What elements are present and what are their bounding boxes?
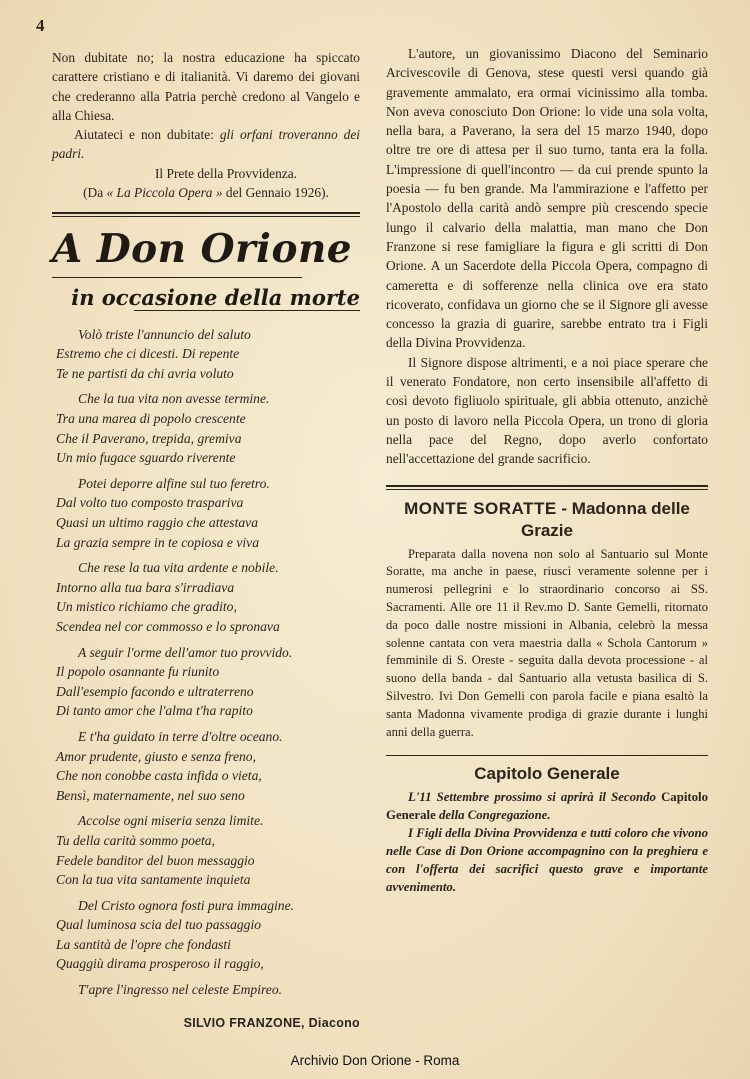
poem-line: Potei deporre alfine sul tuo feretro.: [78, 475, 270, 491]
poem-line: E t'ha guidato in terre d'oltre oceano.: [78, 728, 283, 744]
left-column: [52, 48, 360, 1033]
poem-stanza: [56, 980, 360, 1000]
section-divider: [386, 485, 708, 490]
source-title: « La Piccola Opera »: [106, 185, 223, 201]
archive-footer: Archivio Don Orione - Roma: [290, 1053, 460, 1068]
title-underline: [52, 277, 302, 278]
poem-stanza: [56, 643, 360, 721]
poem-line: Quaggiù dirama prosperoso il raggio,: [56, 956, 264, 972]
capitolo-p1-c: della Congregazione.: [435, 807, 551, 822]
author-note-paragraph-2: Il Signore dispose altrimenti, e a noi piace sperare che il venerato Fondatore, non certo insensibile all'affetto di così devoto figliuolo spirituale, gli abbia ottenuto, anzichè un posto di lavoro nella Piccola Opera, un trono di gloria nella pace del Regno, dopo averlo confortato nell'accettazione del grande sacrificio.: [386, 354, 708, 467]
poem-line: A seguir l'orme dell'amor tuo provvido.: [78, 644, 293, 660]
poem-line: Che il Paverano, trepida, gremiva: [56, 430, 242, 446]
aiutateci-italic: gli orfani troveranno dei padri.: [52, 127, 360, 162]
source-line: [52, 183, 360, 202]
poem-line: Del Cristo ognora fosti pura immagine.: [78, 897, 294, 913]
poem-line: La grazia sempre in te copiosa e viva: [56, 534, 259, 550]
page-number: 4: [36, 16, 45, 35]
poem-stanza: [56, 558, 360, 636]
right-column: [386, 44, 708, 896]
poem-line: Quasi un ultimo raggio che attestava: [56, 515, 259, 531]
poem-stanza: [56, 811, 360, 889]
poem-line: Dall'esempio facondo e ultraterreno: [56, 683, 254, 699]
poem-line: Un mistico richiamo che gradito,: [56, 599, 237, 615]
poem-line: Bensì, maternamente, nel suo seno: [56, 787, 245, 803]
poem-line: Un mio fugace sguardo riverente: [56, 450, 236, 466]
poem-line: Intorno alla tua bara s'irradiava: [56, 579, 235, 595]
soratte-text: Preparata dalla novena non solo al Santuario sul Monte Soratte, ma anche in paese, riuscì veramente solenne per i numerosi pellegrini e lo straordinario concorso ai SS. Sacramenti. Alle ore 11 il Rev.mo D. Sante Gemelli, ritornato da poco dalle nostre missioni in Albania, celebrò la messa solenne cantata con vera maestria dalla « Schola Cantorum » femminile di S. Oreste - seguita dalla devota processione - al suono della banda - dal Santuario alla vetusta basilica di S. Silvestro. Ivi Don Gemelli con parola facile e piana esaltò la santa Madonna vivamente prodiga di grazie durante i lunghi anni della guerra.: [386, 546, 708, 739]
poem-stanza: [56, 474, 360, 552]
section-divider: [386, 755, 708, 756]
poem-stanza: [56, 896, 360, 974]
capitolo-paragraph-2: I Figli della Divina Provvidenza e tutti coloro che vivono nelle Case di Don Orione accompagnino con la preghiera e con l'offerta dei sacrifici questo grave e importante avvenimento.: [386, 825, 708, 894]
poem-line: Il popolo osannante fu riunito: [56, 664, 220, 680]
poem-line: Che la tua vita non avesse termine.: [78, 391, 270, 407]
capitolo-p1-a: L'11 Settembre prossimo si aprirà il Secondo: [408, 789, 662, 804]
poem-line: Di tanto amor che l'alma t'ha rapito: [56, 703, 253, 719]
poem-line: Tu della carità sommo poeta,: [56, 832, 215, 848]
poem-line: Qual luminosa scia del tuo passaggio: [56, 917, 262, 933]
source-prefix: (Da: [83, 185, 107, 201]
poem-line: Accolse ogni miseria senza limite.: [78, 813, 264, 829]
poem-line: Amor prudente, giusto e senza freno,: [56, 748, 256, 764]
soratte-title-caps: MONTE SORATTE: [404, 498, 557, 518]
poem-stanza: [56, 325, 360, 384]
poem-line: Che rese la tua vita ardente e nobile.: [78, 560, 279, 576]
intro-paragraph: Non dubitate no; la nostra educazione ha spiccato carattere cristiano e di italianità. Vi daremo dei giovani che crederanno alla Patria perchè credono al Vangelo e alla Chiesa.: [52, 50, 360, 123]
poem-line: La santità de l'opre che fondasti: [56, 936, 231, 952]
poem-line: Scendea nel cor commosso e lo spronava: [56, 618, 280, 634]
soratte-title-rest: - Madonna delle Grazie: [521, 498, 690, 540]
poem-stanza: [56, 727, 360, 805]
capitolo-title: Capitolo Generale: [474, 764, 620, 784]
poem-line: Volò triste l'annuncio del saluto: [78, 326, 251, 342]
poem-line: Estremo che ci dicesti. Di repente: [56, 346, 240, 362]
capitolo-p1-b: Capitolo Generale: [386, 789, 708, 822]
capitolo-paragraph-1: [386, 788, 708, 824]
poem-author: SILVIO FRANZONE, Diacono: [183, 1015, 360, 1030]
poem-line: Che non conobbe casta infida o vieta,: [56, 768, 262, 784]
author-note-paragraph-1: L'autore, un giovanissimo Diacono del Seminario Arcivescovile di Genova, stese questi versi quando già gravemente ammalato, era ormai vicinissimo alla tomba. Non aveva conosciuto Don Orione: lo vide una sola volta, nella bara, a Paverano, la sera del 15 marzo 1940, dopo oltre tre ore di attesa per il suo turno, tanta era la folla. L'impressione di quell'incontro — da cui prende spunto la poesia — fu ben grande. Ma l'ammirazione e l'affetto per l'Apostolo della carità andò sempre più crescendo specie lungo il calvario della malattia, man mano che Don Franzone si rese famigliare la figura e gli scritti di Don Orione. A un Sacerdote della Piccola Opera, compagno di cameretta e di sofferenze nella clinica ove era stato ricoverato, confidava un giorno che se il Signore gli avesse concesso la grazia di guarire, sarebbe entrato tra i Figli della Divina Provvidenza.: [386, 46, 708, 351]
poem-subtitle: in occasione della morte: [71, 285, 360, 311]
poem-stanza: [56, 389, 360, 467]
poem-line: T'apre l'ingresso nel celeste Empireo.: [78, 982, 283, 998]
section-divider: [52, 212, 360, 217]
aiutateci-paragraph: [52, 125, 360, 164]
poem-line: Fedele banditor del buon messaggio: [56, 852, 255, 868]
poem-line: Te ne partisti da chi avria voluto: [56, 365, 234, 381]
poem-line: Dal volto tuo composto traspariva: [56, 495, 244, 511]
poem: [56, 325, 360, 1000]
aiutateci-start: Aiutateci e non dubitate:: [74, 127, 220, 143]
signature: Il Prete della Provvidenza.: [154, 165, 298, 181]
source-suffix: del Gennaio 1926).: [222, 185, 329, 201]
soratte-title: [386, 498, 708, 542]
poem-line: Con la tua vita santamente inquieta: [56, 872, 251, 888]
poem-title: A Don Orione: [52, 226, 353, 273]
poem-line: Tra una marea di popolo crescente: [56, 411, 246, 427]
